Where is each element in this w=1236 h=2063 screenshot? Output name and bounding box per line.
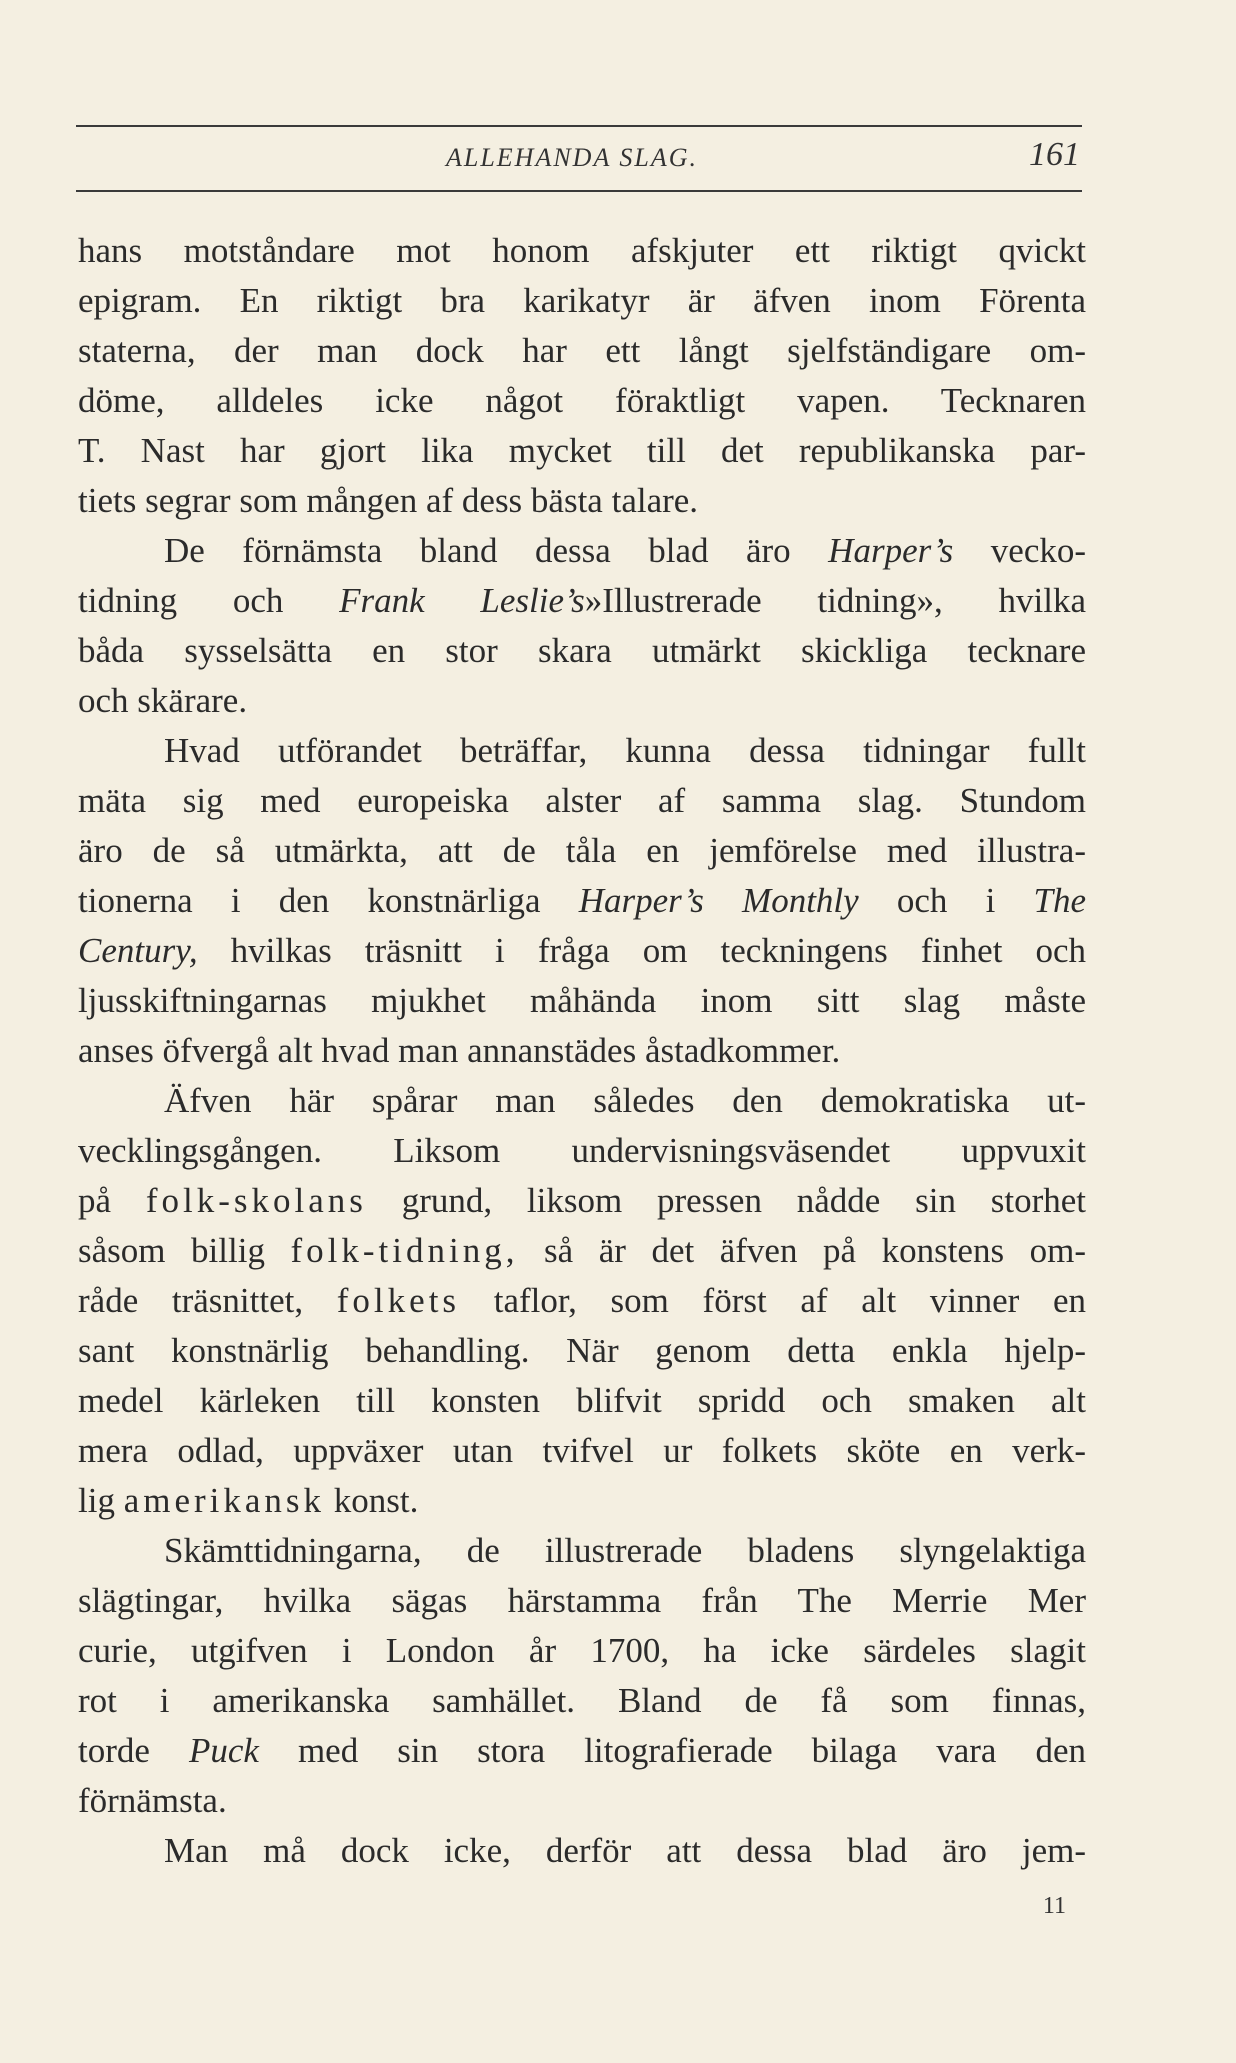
text-line bbox=[78, 576, 1086, 626]
text-segment: på bbox=[78, 1181, 112, 1220]
text-segment: såsom billig bbox=[78, 1231, 265, 1270]
signature-mark: 11 bbox=[1042, 1893, 1066, 1919]
text-line: Skämttidningarna, de illustrerade bladens slyngelaktiga bbox=[164, 1531, 1086, 1570]
text-segment: och i bbox=[896, 881, 996, 920]
text-line bbox=[78, 526, 1086, 576]
running-head: ALLEHANDA SLAG. bbox=[446, 143, 698, 172]
text-line bbox=[78, 876, 1086, 926]
text-line: döme, alldeles icke något föraktligt vapen. Tecknaren bbox=[78, 381, 1086, 420]
text-line bbox=[78, 1276, 1086, 1326]
body-text bbox=[78, 226, 1086, 1876]
text-line: epigram. En riktigt bra karikatyr är äfven inom Förenta bbox=[78, 281, 1086, 320]
page-number: 161 bbox=[1029, 136, 1080, 173]
text-line: båda sysselsätta en stor skara utmärkt skickliga tecknare bbox=[78, 631, 1086, 670]
text-line: staterna, der man dock har ett långt sjelfständigare om- bbox=[78, 331, 1086, 370]
text-line: ljusskiftningarnas mjukhet måhända inom sitt slag måste bbox=[78, 981, 1086, 1020]
text-segment: tionerna i den konstnärliga bbox=[78, 881, 541, 920]
text-line: sant konstnärlig behandling. När genom detta enkla hjelp- bbox=[78, 1331, 1086, 1370]
text-segment: tidning och bbox=[78, 581, 284, 620]
text-line: hans motståndare mot honom afskjuter ett riktigt qvickt bbox=[78, 231, 1086, 270]
spaced-word: folk-skolans bbox=[145, 1181, 367, 1220]
italic-title: Puck bbox=[188, 1731, 259, 1770]
text-segment: lig bbox=[78, 1481, 115, 1520]
spaced-word: folk-tidning, bbox=[290, 1231, 519, 1270]
text-line: Hvad utförandet beträffar, kunna dessa tidningar fullt bbox=[164, 731, 1086, 770]
text-line: tiets segrar som mången af dess bästa talare. bbox=[78, 481, 699, 520]
text-segment: »Illustrerade tidning», hvilka bbox=[584, 581, 1086, 620]
text-segment: grund, liksom pressen nådde sin storhet bbox=[401, 1181, 1086, 1220]
text-line: mäta sig med europeiska alster af samma slag. Stundom bbox=[78, 781, 1086, 820]
text-segment: taflor, som först af alt vinner en bbox=[493, 1281, 1086, 1320]
text-segment: De förnämsta bland dessa blad äro bbox=[164, 531, 791, 570]
italic-title: Harper’s Monthly bbox=[578, 881, 859, 920]
text-line: T. Nast har gjort lika mycket till det republikanska par- bbox=[78, 431, 1086, 470]
italic-title: Frank Leslie’s bbox=[339, 581, 585, 620]
italic-title: Century, bbox=[78, 931, 198, 970]
text-line: mera odlad, uppväxer utan tvifvel ur folkets sköte en verk- bbox=[78, 1431, 1086, 1470]
text-line: äro de så utmärkta, att de tåla en jemförelse med illustra- bbox=[78, 831, 1086, 870]
header-top-rule bbox=[76, 125, 1082, 127]
spaced-word: amerikansk bbox=[123, 1481, 326, 1520]
text-line bbox=[78, 1226, 1086, 1276]
text-line: och skärare. bbox=[78, 681, 248, 720]
text-line: förnämsta. bbox=[78, 1781, 227, 1820]
italic-title: The bbox=[1033, 881, 1087, 920]
text-segment: med sin stora litografierade bilaga vara den bbox=[297, 1731, 1087, 1770]
text-segment: torde bbox=[78, 1731, 150, 1770]
text-segment: konst. bbox=[333, 1481, 419, 1520]
text-line: Äfven här spårar man således den demokratiska ut- bbox=[164, 1081, 1086, 1120]
text-line bbox=[78, 1176, 1086, 1226]
text-line: Man må dock icke, derför att dessa blad äro jem- bbox=[164, 1831, 1086, 1870]
text-line: medel kärleken till konsten blifvit spridd och smaken alt bbox=[78, 1381, 1086, 1420]
header-bottom-rule bbox=[76, 190, 1082, 192]
text-line: curie, utgifven i London år 1700, ha icke särdeles slagit bbox=[78, 1631, 1086, 1670]
text-line bbox=[78, 1726, 1086, 1776]
italic-title: Harper’s bbox=[828, 531, 954, 570]
text-segment: så är det äfven på konstens om- bbox=[544, 1231, 1087, 1270]
text-line: slägtingar, hvilka sägas härstamma från The Merrie Mer bbox=[78, 1581, 1086, 1620]
text-segment: vecko- bbox=[990, 531, 1087, 570]
text-line bbox=[78, 926, 1086, 976]
text-segment: hvilkas träsnitt i fråga om teckningens finhet och bbox=[230, 931, 1087, 970]
text-line bbox=[78, 1476, 1086, 1526]
text-line: vecklingsgången. Liksom undervisningsväsendet uppvuxit bbox=[78, 1131, 1086, 1170]
text-segment: råde träsnittet, bbox=[78, 1281, 304, 1320]
text-line: rot i amerikanska samhället. Bland de få som finnas, bbox=[78, 1681, 1086, 1720]
text-line: anses öfvergå alt hvad man annanstädes åstadkommer. bbox=[78, 1031, 841, 1070]
spaced-word: folkets bbox=[336, 1281, 461, 1320]
